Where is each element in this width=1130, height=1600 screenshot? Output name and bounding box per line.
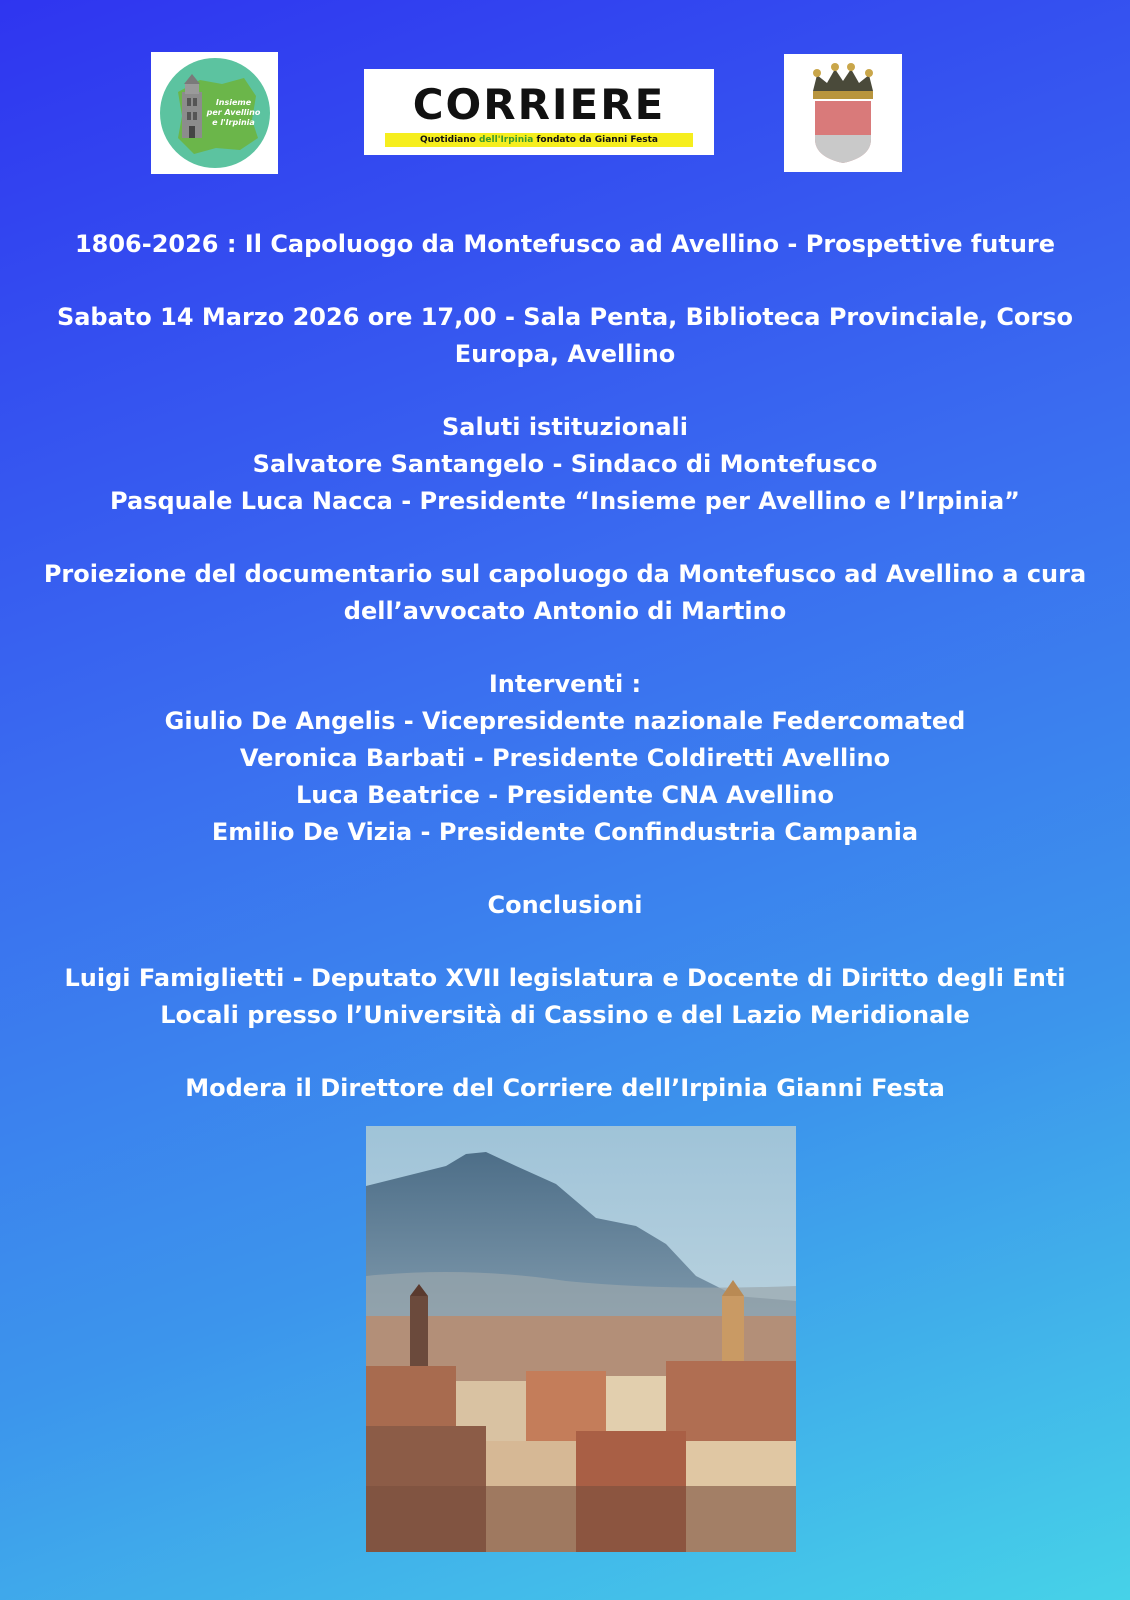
interventi-speaker: Emilio De Vizia - Presidente Confindustria Campania <box>211 818 919 846</box>
saluti-speaker: Salvatore Santangelo - Sindaco di Montefusco <box>252 450 878 478</box>
interventi-speaker: Luca Beatrice - Presidente CNA Avellino <box>295 781 835 809</box>
crown-shield-coat-of-arms-icon <box>803 61 883 165</box>
interventi-heading: Interventi : <box>488 670 642 698</box>
event-date-location-line-2: Europa, Avellino <box>454 340 676 368</box>
insieme-logo-text <box>204 98 264 128</box>
corriere-tagline <box>385 133 693 147</box>
corriere-wordmark: CORRIERE <box>412 80 666 129</box>
interventi-speaker: Veronica Barbati - Presidente Coldiretti Avellino <box>239 744 891 772</box>
conclusioni-line-1: Luigi Famiglietti - Deputato XVII legislatura e Docente di Diritto degli Enti <box>64 964 1066 992</box>
proiezione-line-1: Proiezione del documentario sul capoluogo da Montefusco ad Avellino a cura <box>43 560 1087 588</box>
insieme-logo-emblem <box>160 58 270 168</box>
event-details <box>40 226 1090 1107</box>
insieme-line-2: per Avellino <box>206 108 261 117</box>
city-mountain-landscape-image <box>366 1126 796 1552</box>
corriere-logo <box>364 69 714 155</box>
proiezione-line-2: dell’avvocato Antonio di Martino <box>343 597 787 625</box>
corriere-tagline-suffix: fondato da Gianni Festa <box>533 135 658 145</box>
insieme-line-1: Insieme <box>215 98 252 107</box>
avellino-city-photo <box>366 1126 796 1552</box>
conclusioni-line-2: Locali presso l’Università di Cassino e del Lazio Meridionale <box>160 1001 970 1029</box>
event-title: 1806-2026 : Il Capoluogo da Montefusco ad Avellino - Prospettive future <box>74 230 1056 258</box>
event-date-location-line-1: Sabato 14 Marzo 2026 ore 17,00 - Sala Penta, Biblioteca Provinciale, Corso <box>56 303 1074 331</box>
insieme-line-3: e l'Irpinia <box>212 118 255 127</box>
conclusioni-heading: Conclusioni <box>487 891 643 919</box>
moderator-line: Modera il Direttore del Corriere dell’Irpinia Gianni Festa <box>185 1074 945 1102</box>
corriere-tagline-prefix: Quotidiano <box>420 135 479 145</box>
interventi-speaker: Giulio De Angelis - Vicepresidente nazionale Federcomated <box>164 707 966 735</box>
saluti-heading: Saluti istituzionali <box>441 413 689 441</box>
insieme-logo <box>151 52 278 174</box>
coat-of-arms-logo <box>784 54 902 172</box>
corriere-tagline-highlight: dell'Irpinia <box>478 135 534 145</box>
saluti-speaker: Pasquale Luca Nacca - Presidente “Insieme per Avellino e l’Irpinia” <box>110 487 1020 515</box>
